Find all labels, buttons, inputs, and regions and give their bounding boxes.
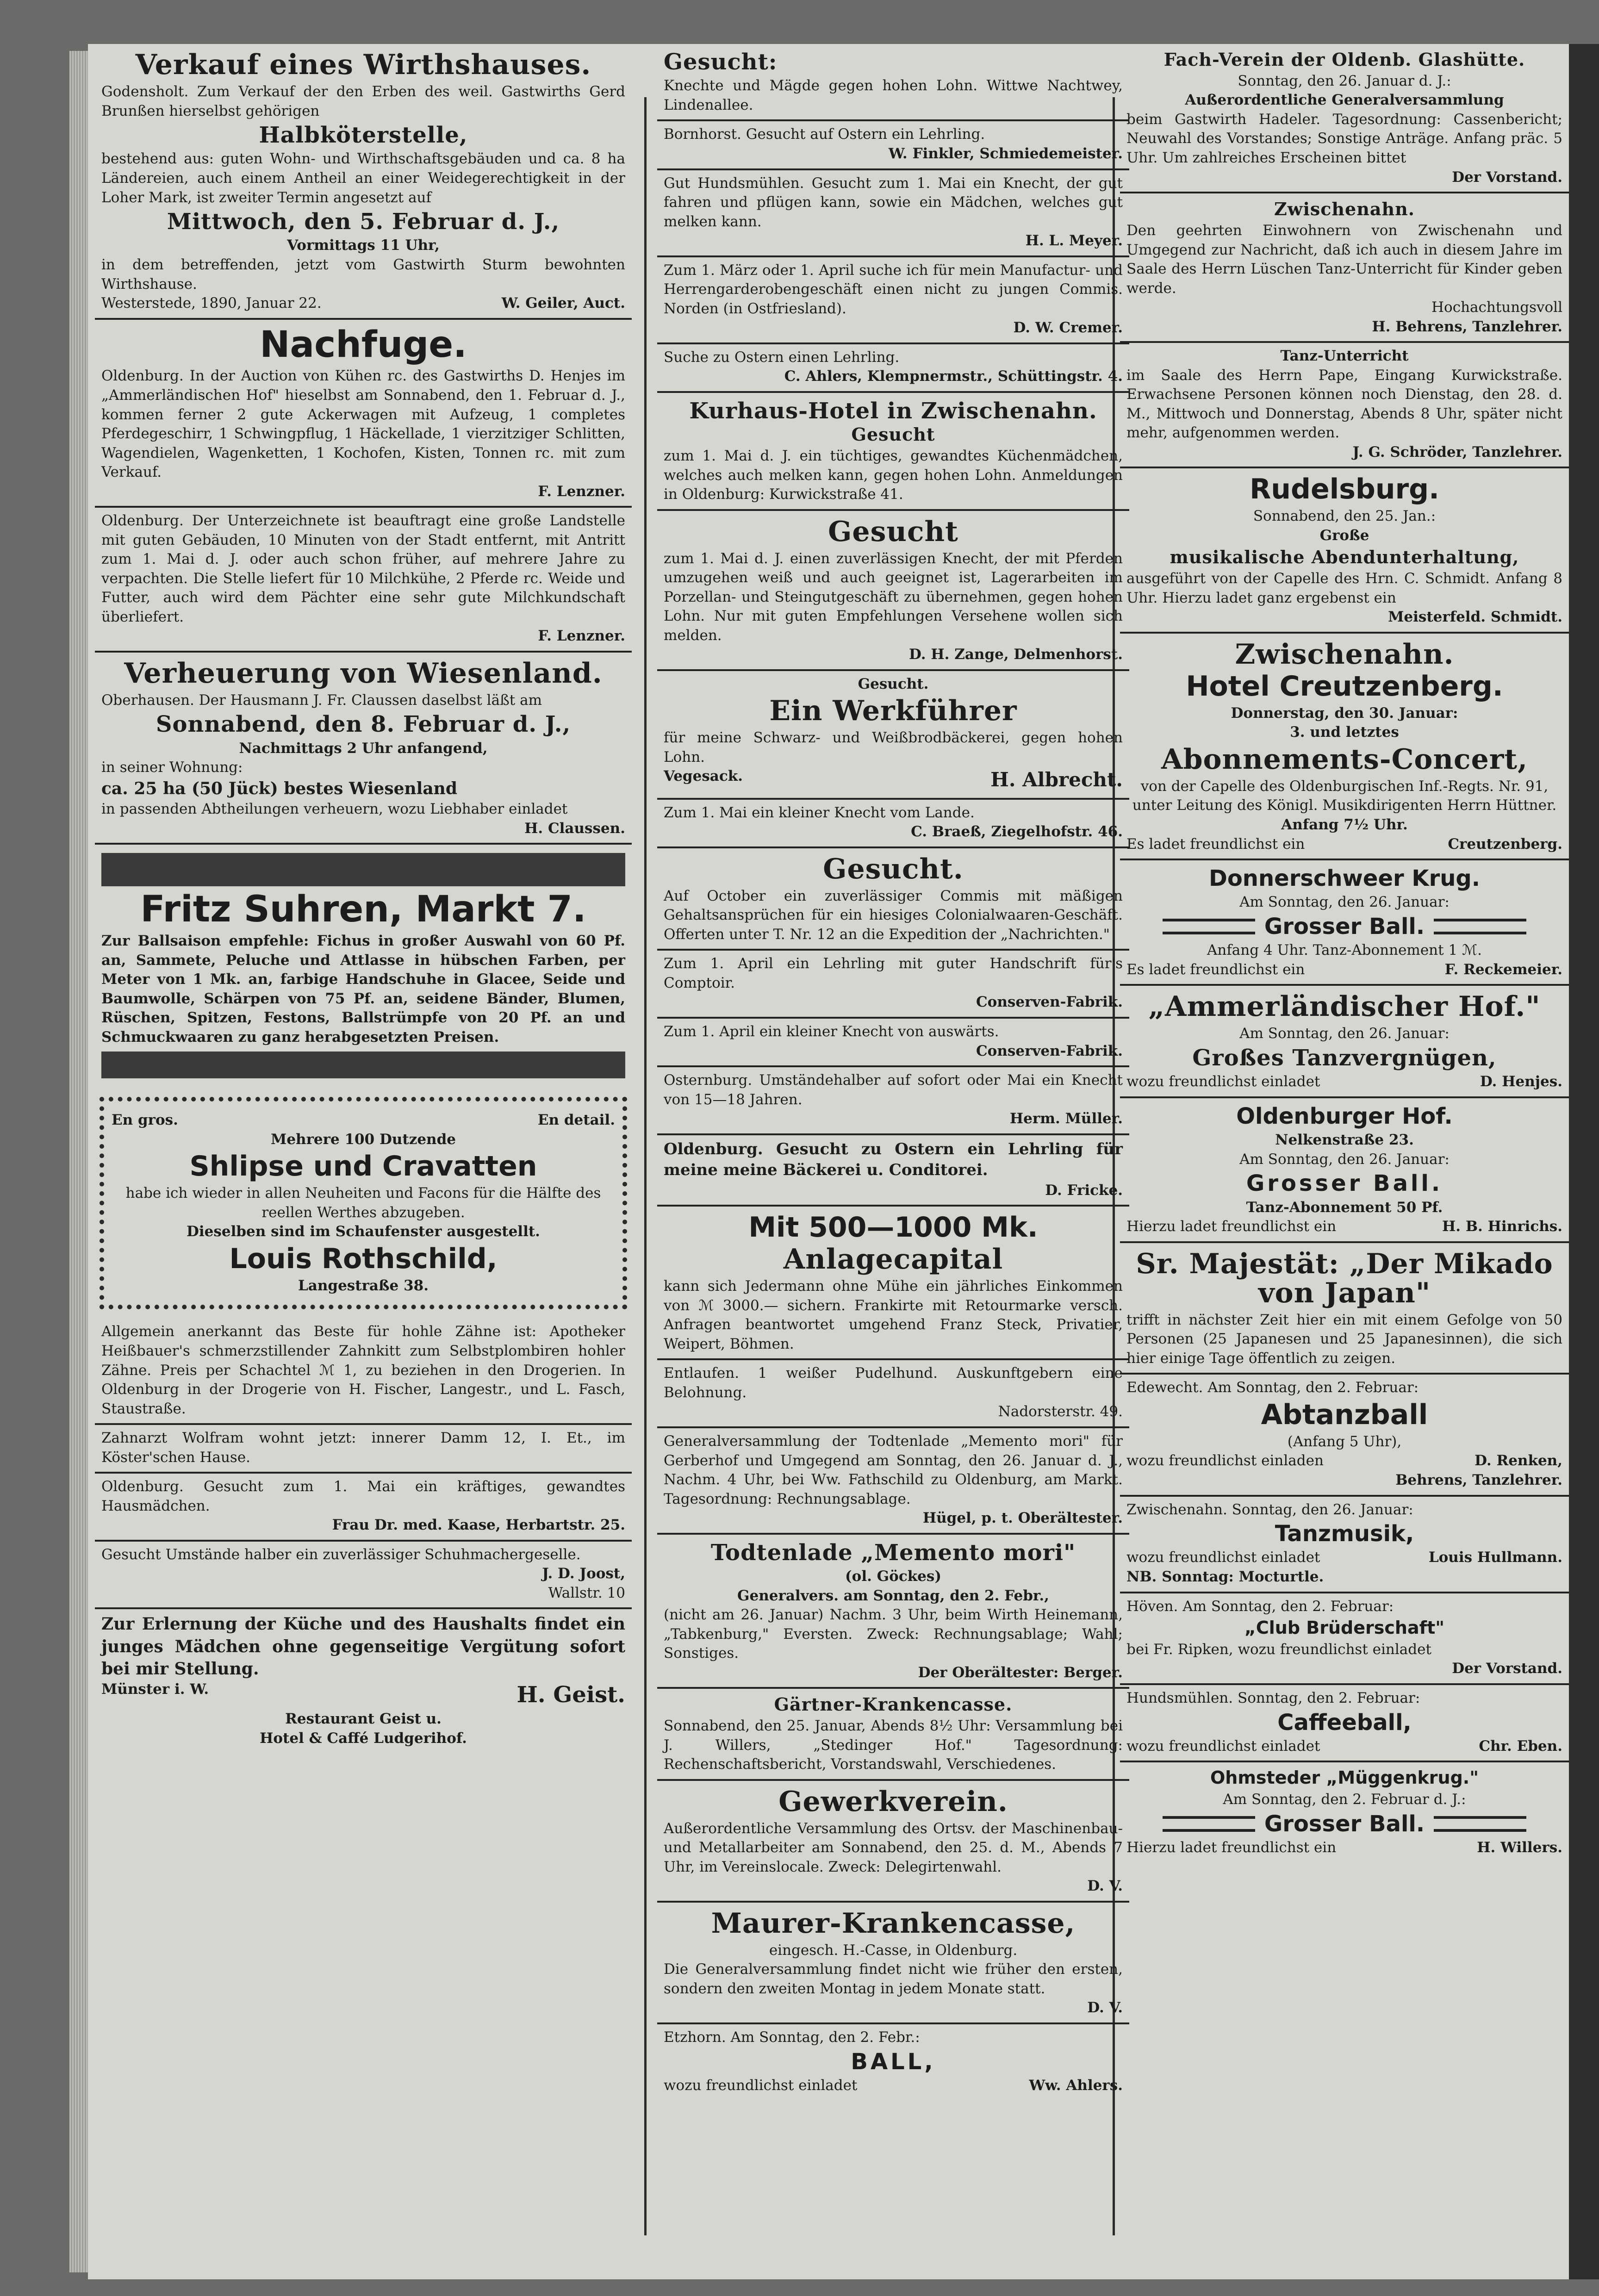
ad-text: Etzhorn. Am Sonntag, den 2. Febr.: — [664, 2028, 920, 2046]
ad-tanzmusik — [1120, 1497, 1569, 1593]
ad-mikado — [1120, 1243, 1569, 1375]
ad-signer: Meisterfeld. Schmidt. — [1388, 609, 1562, 626]
ad-title: Todtenlade „Memento mori" — [710, 1539, 1076, 1566]
ad-subtitle: Grosser Ball. — [1264, 1811, 1425, 1837]
ad-signer: H. Albrecht. — [990, 768, 1123, 791]
ad-text: Oberhausen. Der Hausmann J. Fr. Claussen daselbst läßt am — [101, 691, 542, 709]
ad-time: Anfang 7½ Uhr. — [1281, 816, 1408, 834]
column-left — [95, 44, 632, 2247]
ad-signer: Chr. Eben. — [1479, 1737, 1562, 1755]
ad-date: Mittwoch, den 5. Februar d. J., — [167, 209, 560, 235]
ad-pudelhund — [657, 1360, 1129, 1428]
ad-right-label: En detail. — [537, 1112, 615, 1129]
ad-title: Zwischenahn. — [1235, 638, 1454, 671]
ad-text: Es ladet freundlichst ein — [1126, 835, 1305, 852]
ad-signer: Hügel, p. t. Oberältester. — [922, 1510, 1123, 1527]
ad-caffeeball — [1120, 1685, 1569, 1762]
ad-date: Am Sonntag, den 26. Januar: — [1239, 1025, 1450, 1042]
ad-text: Außerordentliche Versammlung des Ortsv. der Maschinenbau- und Metallarbeiter am Sonnabend, den 25. d. M., Abends 7 Uhr, im Vereinslocale. Zweck: Delegirtenwahl. — [664, 1820, 1123, 1875]
ad-name: Louis Rothschild, — [229, 1242, 498, 1275]
ad-text: Knechte und Mägde gegen hohen Lohn. Wittwe Nachtwey, Lindenallee. — [664, 77, 1123, 113]
ad-text: Hierzu ladet freundlichst ein — [1126, 1218, 1337, 1235]
ad-nachfuge — [95, 320, 632, 508]
ad-signer: W. Geiler, Auct. — [501, 295, 625, 312]
ad-maurer — [657, 1903, 1129, 2024]
ad-title: Nachfuge. — [260, 324, 467, 366]
ad-time: Nachmittags 2 Uhr anfangend, — [239, 740, 488, 757]
ad-subtitle: Abonnements-Concert, — [1161, 743, 1528, 776]
ad-signer: H. Geist. — [516, 1682, 625, 1708]
ad-subtitle: (ol. Göckes) — [845, 1568, 942, 1585]
ad-date: Sonntag, den 26. Januar d. J.: — [1238, 72, 1451, 89]
ad-signer: Der Oberältester: Berger. — [918, 1664, 1123, 1681]
dark-band — [101, 1052, 625, 1078]
ad-title: Rudelsburg. — [1250, 473, 1439, 506]
ad-text: Zahnarzt Wolfram wohnt jetzt: innerer Damm 12, I. Et., im Köster'schen Hause. — [101, 1430, 625, 1466]
ad-anlagecapital — [657, 1207, 1129, 1360]
ad-title: Verkauf eines Wirthshauses. — [135, 49, 591, 81]
ad-signer: Louis Hullmann. — [1428, 1549, 1562, 1566]
ad-text: bestehend aus: guten Wohn- und Wirthschaftsgebäuden und ca. 8 ha Ländereien, auch einem Antheil an einer Weidegerechtigkeit in der Loher Mark, ist zweiter Termin angesetzt auf — [101, 150, 625, 206]
ad-date: Sonnabend, den 8. Februar d. J., — [156, 711, 571, 738]
ad-title: Sr. Majestät: „Der Mikado von Japan" — [1136, 1247, 1553, 1309]
ad-title: Ein Werkführer — [769, 695, 1017, 728]
ad-title: Oldenburger Hof. — [1236, 1103, 1453, 1129]
ad-tanz-unterricht — [1120, 343, 1569, 468]
ad-club-bruederschaft — [1120, 1593, 1569, 1685]
ad-text: kann sich Jedermann ohne Mühe ein jährliches Einkommen von ℳ 3000.— sichern. Frankirte mit Retourmarke versch. Anfragen beantwortet umgehend Franz Steck, Privatier, Weipert, Böhmen. — [664, 1278, 1123, 1352]
ad-text: ausgeführt von der Capelle des Hrn. C. Schmidt. Anfang 8 Uhr. Hierzu ladet ganz ergebenst ein — [1126, 570, 1562, 606]
ad-date: Am Sonntag, den 2. Februar d. J.: — [1223, 1791, 1466, 1808]
ad-signer: Der Vorstand. — [1452, 168, 1562, 186]
ad-text: wozu freundlichst einladet — [664, 2077, 858, 2094]
ad-signer: J. D. Joost, — [542, 1565, 625, 1582]
ad-hotel-creutzenberg — [1120, 634, 1569, 860]
ad-conserven-knecht — [657, 1019, 1129, 1067]
ad-title: BALL, — [851, 2048, 936, 2075]
ad-subtitle: Grosser Ball. — [1246, 1170, 1443, 1197]
ad-signer: F. Reckemeier. — [1444, 961, 1562, 978]
ad-text: Zum 1. Mai ein kleiner Knecht vom Lande. — [664, 804, 975, 821]
ad-text: zum 1. Mai d. J. einen zuverlässigen Knecht, der mit Pferden umzugehen weiß und auch geeignet ist, Lagerarbeiten im Porzellan- und Steingutgeschäft zu übernehmen, gegen hohen Lohn. Nur mit guten Empfehlungen Versehene wollen sich melden. — [664, 550, 1123, 644]
ad-signer: W. Finkler, Schmiedemeister. — [888, 145, 1123, 162]
ad-signer: Conserven-Fabrik. — [976, 1042, 1123, 1059]
ad-text: wozu freundlichst einladet — [1126, 1073, 1320, 1090]
ad-verkauf-wirthshaus — [95, 44, 632, 320]
ad-subtitle: Grosser Ball. — [1264, 914, 1425, 940]
ad-subtitle: eingesch. H.-Casse, in Oldenburg. — [769, 1941, 1018, 1959]
ad-zange — [657, 511, 1129, 671]
ad-date: Donnerstag, den 30. Januar: — [1231, 704, 1458, 722]
ad-title: Gesucht: — [664, 49, 778, 75]
ad-text: Tanz-Abonnement 50 Pf. — [1246, 1199, 1443, 1216]
ad-text: Godensholt. Zum Verkauf der den Erben des weil. Gastwirths Gerd Brunßen hierselbst gehörigen — [101, 83, 625, 119]
ad-signer: H. B. Hinrichs. — [1442, 1218, 1562, 1235]
ad-title: Abtanzball — [1261, 1398, 1428, 1431]
ad-line: Mehrere 100 Dutzende — [271, 1131, 456, 1148]
ad-fach-verein — [1120, 44, 1569, 193]
ad-line: Dieselben sind im Schaufenster ausgestellt. — [187, 1223, 540, 1240]
ad-text: in dem betreffenden, jetzt vom Gastwirth Sturm bewohnten Wirthshause. — [101, 256, 625, 292]
ad-zahnarzt — [95, 1425, 632, 1474]
ad-signer: Der Vorstand. — [1452, 1660, 1562, 1677]
ad-text: Oldenburg. Gesucht zum 1. Mai ein kräftiges, gewandtes Hausmädchen. — [101, 1478, 625, 1514]
ad-subtitle: Gesucht — [851, 424, 935, 445]
ad-note: NB. Sonntag: Mocturtle. — [1126, 1568, 1324, 1585]
ad-title: Tanzmusik, — [1275, 1521, 1414, 1547]
ad-date: Sonnabend, den 25. Jan.: — [1253, 508, 1436, 525]
ad-subtitle: Anlagecapital — [783, 1243, 1003, 1276]
ad-text: Hierzu ladet freundlichst ein — [1126, 1839, 1337, 1856]
ad-signer: Herm. Müller. — [1009, 1110, 1123, 1127]
ad-text: wozu freundlichst einladet — [1126, 1737, 1320, 1755]
ad-signer: F. Lenzner. — [538, 483, 625, 500]
ad-title: Ohmsteder „Müggenkrug." — [1210, 1767, 1479, 1788]
ad-landstelle — [95, 508, 632, 653]
ad-zwischenahn-tanz — [1120, 193, 1569, 343]
ad-line: Restaurant Geist u. — [285, 1711, 442, 1728]
dark-band — [101, 853, 625, 886]
ad-time: Vormittags 11 Uhr, — [287, 237, 440, 254]
ad-signer: H. Willers. — [1477, 1839, 1562, 1856]
ad-signer: Conserven-Fabrik. — [976, 994, 1123, 1011]
ad-date: Generalvers. am Sonntag, den 2. Febr., — [737, 1587, 1049, 1604]
ad-title: Gärtner-Krankencasse. — [774, 1694, 1013, 1715]
ad-title: Verheuerung von Wiesenland. — [124, 657, 603, 690]
ad-title: Maurer-Krankencasse, — [711, 1907, 1076, 1940]
ad-ahlers — [657, 344, 1129, 393]
ad-title: Fritz Suhren, Markt 7. — [140, 889, 586, 931]
ad-text: Entlaufen. 1 weißer Pudelhund. Auskunftgebern eine Belohnung. — [664, 1365, 1123, 1401]
ad-subtitle: 3. und letztes — [1290, 724, 1399, 741]
ad-place: Münster i. W. — [101, 1681, 209, 1698]
ad-subtitle: Großes Tanzvergnügen, — [1192, 1045, 1497, 1071]
ad-fricke — [657, 1135, 1129, 1207]
decorative-rule — [1434, 1816, 1526, 1832]
ad-text: Es ladet freundlichst ein — [1126, 961, 1305, 978]
ad-text: Zum 1. März oder 1. April suche ich für mein Manufactur- und Herrengarderobengeschäft einen nicht zu jungen Commis. Norden (in Ostfriesland). — [664, 261, 1123, 317]
ad-text: Auf October ein zuverlässiger Commis mit mäßigen Gehaltsansprüchen für ein hiesiges Colonialwaaren-Geschäft. Offerten unter T. Nr. 12 an die Expedition der „Nachrichten." — [664, 887, 1123, 943]
ad-title: „Club Brüderschaft" — [1244, 1618, 1445, 1638]
ad-oldenburger-hof — [1120, 1098, 1569, 1243]
ad-signer: D. W. Cremer. — [1013, 319, 1123, 336]
ad-text: (nicht am 26. Januar) Nachm. 3 Uhr, beim Wirth Heinemann, „Tabkenburg," Eversten. Zweck: Rechnungsablage; Wahl; Sonstiges. — [664, 1606, 1123, 1662]
ad-text: in passenden Abtheilungen verheuern, wozu Liebhaber einladet — [101, 801, 568, 818]
scan-background-edge — [1569, 44, 1599, 2279]
decorative-rule — [1163, 919, 1255, 934]
ad-title: „Ammerländischer Hof." — [1148, 990, 1541, 1023]
ad-zahnkitt — [95, 1319, 632, 1425]
ad-text: Zum 1. April ein kleiner Knecht von auswärts. — [664, 1023, 999, 1040]
ad-closing: Hochachtungsvoll — [1431, 299, 1562, 316]
ad-text: Den geehrten Einwohnern von Zwischenahn und Umgegend zur Nachricht, daß ich auch in diesem Jahre im Saale des Herrn Lüschen Tanz-Unterricht für Kinder geben werde. — [1126, 222, 1562, 297]
ad-text: zum 1. Mai d. J. ein tüchtiges, gewandtes Küchenmädchen, welches auch melken kann, gegen hohen Lohn. Anmeldungen in Oldenburg: Kurwickstraße 41. — [664, 448, 1123, 503]
column-right — [1120, 44, 1569, 2247]
page-edge-binding — [69, 51, 88, 2272]
ad-verheuerung — [95, 653, 632, 845]
ad-address: Nelkenstraße 23. — [1275, 1132, 1414, 1149]
ad-text: Allgemein anerkannt das Beste für hohle Zähne ist: Apotheker Heißbauer's schmerzstillender Zahnkitt zum Selbstplombiren hohler Zähne. Preis per Schachtel ℳ 1, zu beziehen in den Drogerien. In Oldenburg in der Drogerie von H. Fischer, Langestr., und L. Fasch, Staustraße. — [101, 1323, 625, 1417]
ad-title: Donnerschweer Krug. — [1208, 865, 1481, 892]
ad-cremer — [657, 257, 1129, 344]
ad-signer: H. L. Meyer. — [1025, 232, 1123, 249]
ad-subtitle: musikalische Abendunterhaltung, — [1170, 547, 1519, 568]
ad-text: Generalversammlung der Todtenlade „Memento mori" für Gerberhof und Umgegend am Sonntag, den 26. Januar d. J., Nachm. 4 Uhr, bei Ww. Fathschild zu Oldenburg, am Markt. Tagesordnung: Rechnungsablage. — [664, 1433, 1123, 1507]
ad-subtitle: Große — [1319, 527, 1369, 544]
ad-date: Am Sonntag, den 26. Januar: — [1239, 894, 1450, 911]
ad-rudelsburg — [1120, 468, 1569, 634]
ad-werkfuehrer — [657, 671, 1129, 800]
ad-text: in seiner Wohnung: — [101, 759, 243, 776]
ad-line: Hotel & Caffé Ludgerihof. — [260, 1730, 467, 1747]
ad-bornhorst — [657, 121, 1129, 170]
ad-text: Anfang 4 Uhr. Tanz-Abonnement 1 ℳ. — [1207, 942, 1482, 959]
column-middle — [657, 44, 1129, 2247]
ad-signer: D. Henjes. — [1480, 1073, 1562, 1090]
ad-subtitle: Außerordentliche Generalversammlung — [1185, 92, 1504, 109]
ad-gewerkverein — [657, 1781, 1129, 1903]
ad-text: Gut Hundsmühlen. Gesucht zum 1. Mai ein Knecht, der gut fahren und pflügen kann, sowie ein Mädchen, welches gut melken kann. — [664, 174, 1123, 230]
ad-text: Zwischenahn. Sonntag, den 26. Januar: — [1126, 1501, 1413, 1518]
ad-commis — [657, 848, 1129, 951]
ad-braess — [657, 800, 1129, 848]
ad-text: Oldenburg. Gesucht zu Ostern ein Lehrling für meine meine Bäckerei u. Conditorei. — [664, 1139, 1123, 1180]
ad-knechte-maegde — [657, 44, 1129, 121]
ad-text: Oldenburg. Der Unterzeichnete ist beauftragt eine große Landstelle mit guten Gebäuden, 10 Minuten von der Stadt entfernt, mit Antritt zum 1. Mai d. J. oder auch schon früher, auf mehrere Jahre zu verpachten. Die Stelle liefert für 10 Milchkühe, 2 Pferde rc. Weide und Futter, auch wird dem Pächter eine sehr gute Milchkundschaft überliefert. — [101, 512, 625, 625]
ad-signer: Frau Dr. med. Kaase, Herbartstr. 25. — [332, 1517, 625, 1534]
ad-donnerschweer — [1120, 860, 1569, 986]
ad-text: beim Gastwirth Hadeler. Tagesordnung: Cassenbericht; Neuwahl des Vorstandes; Sonstige Anträge. Anfang präc. 5 Uhr. Um zahlreiches Erscheinen bittet — [1126, 111, 1562, 167]
ad-title: Shlipse und Cravatten — [189, 1150, 537, 1183]
ad-signer: D. V. — [1087, 1999, 1123, 2016]
ad-text: Die Generalversammlung findet nicht wie früher den ersten, sondern den zweiten Montag in jedem Monate statt. — [664, 1961, 1123, 1997]
ad-text: Zur Erlernung der Küche und des Haushalts findet ein junges Mädchen ohne gegenseitige Vergütung sofort bei mir Stellung. — [101, 1614, 625, 1679]
ad-date: Am Sonntag, den 26. Januar: — [1239, 1151, 1450, 1168]
ad-text: Gesucht Umstände halber ein zuverlässiger Schuhmachergeselle. — [101, 1546, 581, 1563]
ad-text: Oldenburg. In der Auction von Kühen rc. des Gastwirths D. Henjes im „Ammerländischen Hof" hieselbst am Sonnabend, den 1. Februar d. J., kommen ferner 2 gute Ackerwagen mit Aufzeug, 1 completes Pferdegeschirr, 1 Schwingpflug, 1 Häckellade, 1 vierzitziger Schlitten, Wagendielen, Wagenketten, 1 Kochofen, Kisten, Tonnen rc. mit zum Verkauf. — [101, 367, 625, 481]
ad-signer: F. Lenzner. — [538, 628, 625, 645]
column-rule — [644, 97, 647, 2235]
ad-title: Kurhaus-Hotel in Zwischenahn. — [689, 398, 1097, 424]
ad-signer: H. Claussen. — [524, 820, 625, 837]
ad-text: Osternburg. Umständehalber auf sofort oder Mai ein Knecht von 15—18 Jahren. — [664, 1072, 1123, 1108]
ad-signer: D. H. Zange, Delmenhorst. — [908, 646, 1123, 663]
ad-hausmaedchen — [95, 1474, 632, 1542]
ad-text: Edewecht. Am Sonntag, den 2. Februar: — [1126, 1379, 1419, 1396]
ad-text: für meine Schwarz- und Weißbrodbäckerei, gegen hohen Lohn. — [664, 729, 1123, 765]
ad-fritz-suhren — [95, 845, 632, 1088]
ad-signer: C. Ahlers, Klempnermstr., Schüttingstr. 4. — [784, 368, 1123, 385]
ad-title: Gewerkverein. — [778, 1785, 1008, 1818]
ad-conserven-lehrling — [657, 951, 1129, 1019]
ad-text: wozu freundlichst einladet — [1126, 1549, 1320, 1566]
ad-etzhorn — [657, 2024, 1129, 2100]
ad-title: Caffeeball, — [1277, 1709, 1412, 1736]
ad-title: Fach-Verein der Oldenb. Glashütte. — [1163, 49, 1525, 70]
ad-title: Zwischenahn. — [1274, 199, 1415, 220]
ad-hundsmuehlen — [657, 170, 1129, 257]
ad-signer: H. Behrens, Tanzlehrer. — [1372, 318, 1562, 335]
ad-signer: Behrens, Tanzlehrer. — [1395, 1472, 1562, 1488]
ad-subtitle: (Anfang 5 Uhr), — [1287, 1433, 1402, 1450]
ad-text: Sonnabend, den 25. Januar, Abends 8½ Uhr: Versammlung bei J. Willers, „Stedinger Hof." Tagesordnung: Rechenschaftsbericht, Vorstandswahl, Verschiedenes. — [664, 1717, 1123, 1773]
ad-title: Gesucht — [828, 515, 958, 548]
ad-text: trifft in nächster Zeit hier ein mit einem Gefolge von 50 Personen (25 Japanesen und 25 Japanesinnen), die sich hier einige Tage öffentlich zu zeigen. — [1126, 1311, 1562, 1367]
ad-title: Hotel Creutzenberg. — [1186, 670, 1503, 703]
ad-text: im Saale des Herrn Pape, Eingang Kurwickstraße. Erwachsene Personen können noch Dienstag, den 28. d. M., Mittwoch und Donnerstag, Abends 8 Uhr, später nicht mehr, aufgenommen werden. — [1126, 367, 1562, 442]
ad-signer: D. Renken, — [1475, 1452, 1562, 1469]
ad-signer: J. G. Schröder, Tanzlehrer. — [1352, 443, 1562, 460]
ad-osternburg — [657, 1067, 1129, 1135]
ad-gaertner — [657, 1689, 1129, 1780]
ad-schuhmacher — [95, 1542, 632, 1610]
ad-highlight: ca. 25 ha (50 Jück) bestes Wiesenland — [101, 778, 458, 798]
ad-text: wozu freundlichst einladen — [1126, 1452, 1324, 1469]
ad-subtitle: Gesucht. — [858, 675, 929, 692]
ad-left-label: En gros. — [112, 1112, 178, 1129]
ad-text: Suche zu Ostern einen Lehrling. — [664, 348, 900, 366]
ad-text: Bornhorst. Gesucht auf Ostern ein Lehrling. — [664, 126, 985, 143]
ad-text: Zur Ballsaison empfehle: Fichus in großer Auswahl von 60 Pf. an, Sammete, Peluche und Attlasse in hübschen Farben, per Meter von 1 Mk. an, farbige Handschuhe in Glacee, Seide und Baumwolle, Schärpen von 75 Pf. an, seidene Bänder, Blumen, Rüschen, Spitzen, Festons, Ballstrümpfe von 20 Pf. an und Schmuckwaaren zu ganz herabgesetzten Preisen. — [101, 933, 625, 1045]
decorative-rule — [1163, 1816, 1255, 1832]
ad-address: Langestraße 38. — [298, 1277, 429, 1294]
ad-title: Tanz-Unterricht — [1280, 348, 1409, 365]
ad-generalversammlung — [657, 1428, 1129, 1535]
ad-address: Wallstr. 10 — [548, 1584, 625, 1601]
ad-geist — [95, 1609, 632, 1753]
ad-text: bei Fr. Ripken, wozu freundlichst einladet — [1126, 1641, 1431, 1658]
ad-signer: Creutzenberg. — [1448, 835, 1562, 852]
ad-text: Hundsmühlen. Sonntag, den 2. Februar: — [1126, 1690, 1420, 1706]
ad-signer: Nadorsterstr. 49. — [998, 1403, 1123, 1420]
ad-todtenlade — [657, 1535, 1129, 1689]
ad-text: habe ich wieder in allen Neuheiten und Facons für die Hälfte des reellen Werthes abzugeben. — [125, 1185, 601, 1221]
ad-title: Gesucht. — [823, 852, 964, 885]
ad-mueggenkrug — [1120, 1762, 1569, 1862]
ad-signer: C. Braeß, Ziegelhofstr. 46. — [911, 823, 1123, 840]
ad-text: Höven. Am Sonntag, den 2. Februar: — [1126, 1598, 1394, 1615]
ad-place: Westerstede, 1890, Januar 22. — [101, 295, 322, 312]
ad-edewecht — [1120, 1375, 1569, 1496]
ad-signer: D. V. — [1087, 1878, 1123, 1895]
ad-signer: D. Fricke. — [1045, 1182, 1123, 1199]
ad-text: Zum 1. April ein Lehrling mit guter Handschrift für's Comptoir. — [664, 955, 1123, 991]
decorative-rule — [1434, 919, 1526, 934]
ad-signer: Ww. Ahlers. — [1029, 2077, 1123, 2094]
ad-ammerlaendischer-hof — [1120, 986, 1569, 1098]
ad-place: Vegesack. — [664, 768, 743, 785]
ad-kurhaus-hotel — [657, 393, 1129, 511]
ad-subtitle: Halbköterstelle, — [259, 122, 468, 149]
ad-text: von der Capelle des Oldenburgischen Inf.-Regts. Nr. 91, unter Leitung des Königl. Musikdirigenten Herrn Hüttner. — [1132, 778, 1557, 814]
ad-rothschild-box — [98, 1095, 629, 1311]
ad-title: Mit 500—1000 Mk. — [748, 1211, 1038, 1244]
